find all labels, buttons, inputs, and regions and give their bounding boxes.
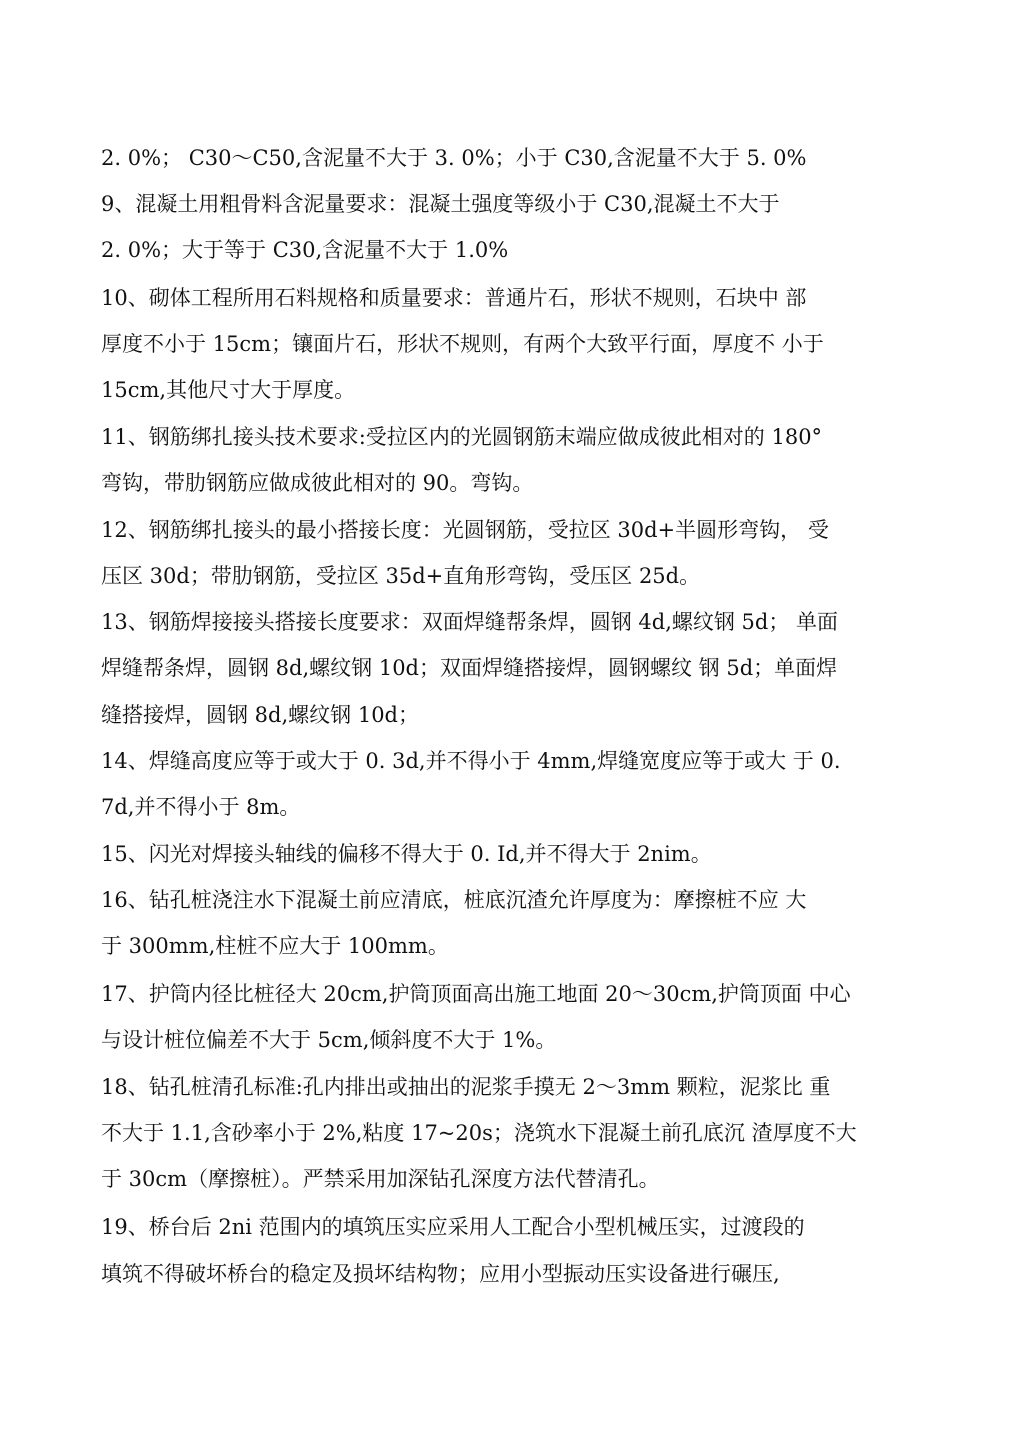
text-line-10: 压区 30d；带肋钢筋，受拉区 35d+直角形弯钩，受压区 25d。 [101,564,701,588]
text-line-25: 填筑不得破坏桥台的稳定及损坏结构物；应用小型振动压实设备进行碾压, [101,1262,780,1286]
text-line-6: 15cm,其他尺寸大于厚度。 [101,378,356,402]
text-line-15: 7d,并不得小于 8m。 [101,795,301,819]
text-line-18: 于 300mm,柱桩不应大于 100mm。 [101,934,449,958]
text-line-22: 不大于 1.1,含砂率小于 2%,粘度 17~20s；浇筑水下混凝土前孔底沉 渣厚度不大 [101,1121,857,1145]
text-line-19: 17、护筒内径比桩径大 20cm,护筒顶面高出施工地面 20～30cm,护筒顶面 中心 [101,982,851,1006]
text-line-5: 厚度不小于 15cm；镶面片石，形状不规则，有两个大致平行面，厚度不 小于 [101,332,824,356]
text-line-24: 19、桥台后 2ni 范围内的填筑压实应采用人工配合小型机械压实，过渡段的 [101,1215,805,1239]
text-line-20: 与设计桩位偏差不大于 5cm,倾斜度不大于 1%。 [101,1028,557,1052]
text-line-2: 9、混凝土用粗骨料含泥量要求：混凝土强度等级小于 C30,混凝土不大于 [101,192,780,216]
text-line-12: 焊缝帮条焊，圆钢 8d,螺纹钢 10d；双面焊缝搭接焊，圆钢螺纹 钢 5d；单面焊 [101,656,838,680]
text-line-11: 13、钢筋焊接接头搭接长度要求：双面焊缝帮条焊，圆钢 4d,螺纹钢 5d； 单面 [101,610,839,634]
text-line-7: 11、钢筋绑扎接头技术要求:受拉区内的光圆钢筋末端应做成彼此相对的 180° [101,425,823,449]
text-line-8: 弯钩，带肋钢筋应做成彼此相对的 90。弯钩。 [101,471,534,495]
text-line-14: 14、焊缝高度应等于或大于 0. 3d,并不得小于 4mm,焊缝宽度应等于或大 于 0. [101,749,841,773]
text-line-3: 2. 0%；大于等于 C30,含泥量不大于 1.0% [101,238,509,262]
text-line-13: 缝搭接焊，圆钢 8d,螺纹钢 10d； [101,703,419,727]
text-line-16: 15、闪光对焊接头轴线的偏移不得大于 0. Id,并不得大于 2nim。 [101,842,712,866]
text-line-4: 10、砌体工程所用石料规格和质量要求：普通片石，形状不规则，石块中 部 [101,286,807,310]
text-line-17: 16、钻孔桩浇注水下混凝土前应清底，桩底沉渣允许厚度为：摩擦桩不应 大 [101,888,807,912]
text-line-9: 12、钢筋绑扎接头的最小搭接长度：光圆钢筋，受拉区 30d+半圆形弯钩， 受 [101,518,829,542]
text-line-1: 2. 0%； C30～C50,含泥量不大于 3. 0%；小于 C30,含泥量不大于 5. 0% [101,146,807,170]
text-line-23: 于 30cm（摩擦桩）。严禁采用加深钻孔深度方法代替清孔。 [101,1167,660,1191]
text-line-21: 18、钻孔桩清孔标准:孔内排出或抽出的泥浆手摸无 2～3mm 颗粒，泥浆比 重 [101,1075,831,1099]
